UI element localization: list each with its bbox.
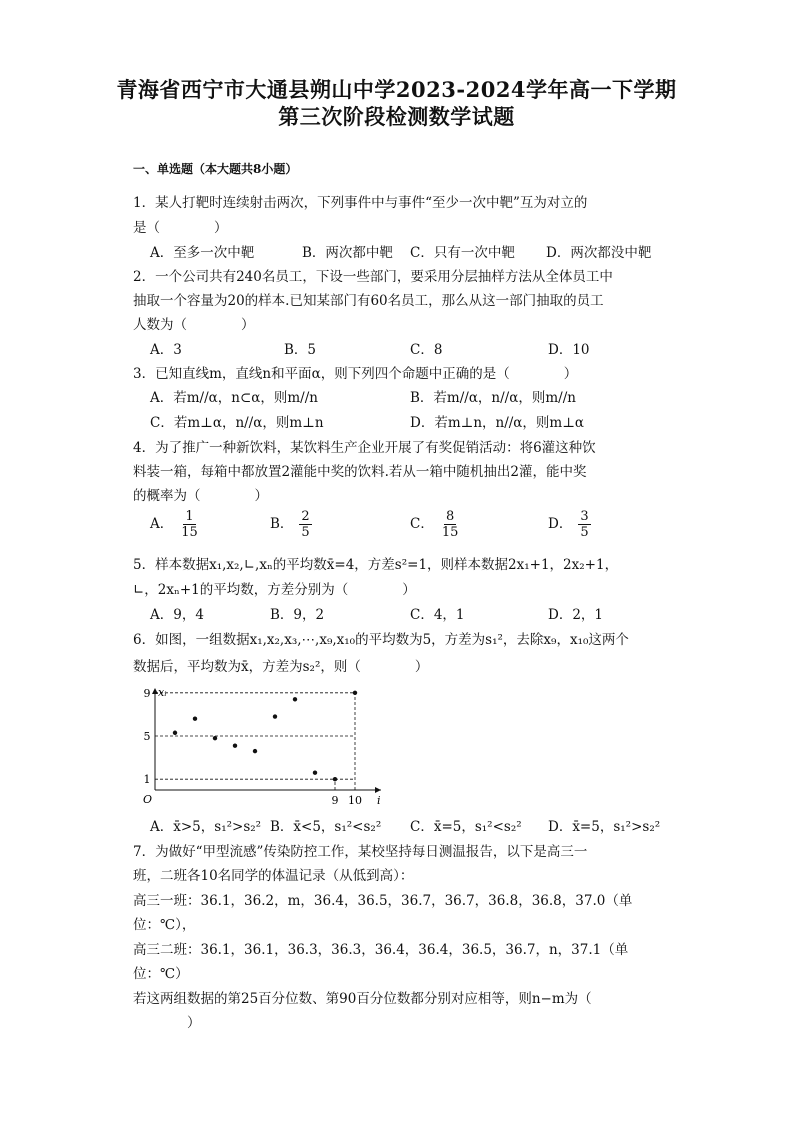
q3-option-b: B．若m//α，n//α，则m//n xyxy=(410,390,576,406)
q4-option-a xyxy=(150,509,200,540)
q4-option-c-label: C． xyxy=(410,516,434,532)
q5-stem-line1: 5．样本数据x₁,x₂,∟,xₙ的平均数x̄=4，方差s²=1，则样本数据2x₁+1，2x₂+1， xyxy=(133,557,619,573)
q4-stem-line1: 4．为了推广一种新饮料，某饮料生产企业开展了有奖促销活动：将6灌这种饮 xyxy=(133,440,596,456)
q2-stem-line3: 人数为（ ） xyxy=(133,317,255,333)
x-axis-arrow xyxy=(375,787,381,793)
q5-option-c: C．4，1 xyxy=(410,607,465,623)
data-point-6 xyxy=(273,714,277,718)
q4-option-c-numerator: 8 xyxy=(445,509,455,524)
q4-option-d-label: D． xyxy=(548,516,573,532)
q2-stem-line2: 抽取一个容量为20的样本.已知某部门有60名员工，那么从这一部门抽取的员工 xyxy=(133,293,604,309)
q5-option-b: B．9，2 xyxy=(270,607,325,623)
q7-stem-line1: 7．为做好“甲型流感”传染防控工作，某校坚持每日测温报告，以下是高三一 xyxy=(133,844,588,860)
q2-stem-line1: 2．一个公司共有240名员工，下设一些部门，要采用分层抽样方法从全体员工中 xyxy=(133,269,613,285)
q4-option-a-numerator: 1 xyxy=(185,509,194,524)
exam-title-line1: 青海省西宁市大通县朔山中学2023-2024学年高一下学期 xyxy=(116,77,677,102)
q4-option-d-denominator: 5 xyxy=(580,525,589,540)
q7-stem-line5: 高三二班：36.1，36.1，36.3，36.3，36.4，36.4，36.5，36.7，n，37.1（单 xyxy=(133,942,629,958)
q4-option-d-fraction xyxy=(578,509,590,540)
data-point-4 xyxy=(233,744,237,748)
data-point-10 xyxy=(353,691,357,695)
q5-stem-line2: ∟，2xₙ+1的平均数，方差分别为（ ） xyxy=(133,582,416,598)
q5-option-a: A．9，4 xyxy=(150,607,204,623)
q6-option-b: B．x̄<5，s₁²<s₂² xyxy=(270,819,382,835)
data-point-7 xyxy=(293,697,297,701)
data-point-9 xyxy=(333,777,337,781)
data-point-1 xyxy=(173,731,177,735)
q1-option-d: D．两次都没中靶 xyxy=(546,245,652,261)
q3-option-a: A．若m//α，n⊂α，则m//n xyxy=(150,390,318,406)
origin-label: O xyxy=(143,793,153,806)
q4-option-a-denominator: 15 xyxy=(181,525,198,540)
q3-option-d: D．若m⊥n，n//α，则m⊥α xyxy=(410,415,585,431)
q7-stem-line6: 位：℃） xyxy=(133,966,189,982)
x-tick-label-9: 9 xyxy=(331,794,339,807)
data-point-2 xyxy=(193,717,197,721)
data-point-3 xyxy=(213,736,217,740)
data-point-5 xyxy=(253,749,257,753)
q2-option-d: D．10 xyxy=(548,342,590,358)
q4-option-c-fraction xyxy=(440,509,461,540)
q6-option-d: D．x̄=5，s₁²>s₂² xyxy=(548,819,661,835)
q1-option-a: A．至多一次中靶 xyxy=(150,245,255,261)
q4-stem-line3: 的概率为（ ） xyxy=(133,488,268,504)
q2-option-c: C．8 xyxy=(410,342,443,358)
scatter-plot xyxy=(130,682,380,807)
q1-option-b: B．两次都中靶 xyxy=(302,245,393,261)
q4-option-b xyxy=(270,509,312,540)
q7-stem-line4: 位：℃）， xyxy=(133,917,196,933)
data-point-8 xyxy=(313,771,317,775)
q2-option-b: B．5 xyxy=(284,342,317,358)
q4-option-c xyxy=(410,509,460,540)
q4-option-b-numerator: 2 xyxy=(301,509,310,524)
exam-title-line2: 第三次阶段检测数学试题 xyxy=(278,104,515,129)
q7-stem-line2: 班，二班各10名同学的体温记录（从低到高）： xyxy=(133,868,414,884)
q4-option-a-fraction xyxy=(179,509,200,540)
x-tick-label-10: 10 xyxy=(348,794,362,807)
q4-option-d-numerator: 3 xyxy=(580,509,589,524)
y-axis-label: xᵢ xyxy=(158,686,167,699)
q4-option-b-label: B． xyxy=(270,516,294,532)
y-tick-label-5: 5 xyxy=(143,730,151,743)
q6-option-a: A．x̄>5，s₁²>s₂² xyxy=(150,819,262,835)
q4-option-d xyxy=(548,509,591,540)
q4-option-b-denominator: 5 xyxy=(301,525,310,540)
q4-stem-line2: 料装一箱，每箱中都放置2灌能中奖的饮料.若从一箱中随机抽出2灌，能中奖 xyxy=(133,464,587,480)
q4-option-a-label: A． xyxy=(150,516,174,532)
q2-option-a: A．3 xyxy=(150,342,182,358)
q6-option-c: C．x̄=5，s₁²<s₂² xyxy=(410,819,522,835)
q1-option-c: C．只有一次中靶 xyxy=(410,245,515,261)
q1-stem-line2: 是（ ） xyxy=(133,220,228,236)
q7-stem-line3: 高三一班：36.1，36.2，m，36.4，36.5，36.7，36.7，36.8，36.8，37.0（单 xyxy=(133,893,633,909)
q4-option-c-denominator: 15 xyxy=(441,525,459,540)
q4-option-b-fraction xyxy=(299,509,311,540)
q7-stem-line7: 若这两组数据的第25百分位数、第90百分位数都分别对应相等，则n−m为（ xyxy=(133,991,592,1007)
y-tick-label-1: 1 xyxy=(143,773,151,787)
q5-option-d: D．2，1 xyxy=(548,607,604,623)
q3-option-c: C．若m⊥α，n//α，则m⊥n xyxy=(150,415,324,431)
q6-stem-line2: 数据后，平均数为x̄，方差为s₂²，则（ ） xyxy=(133,659,429,675)
section-heading: 一、单选题（本大题共8小题） xyxy=(133,162,298,176)
x-axis-label: i xyxy=(377,794,381,807)
q7-stem-line8: ） xyxy=(133,1015,201,1031)
q3-stem-line1: 3．已知直线m，直线n和平面α，则下列四个命题中正确的是（ ） xyxy=(133,366,578,382)
y-tick-label-9: 9 xyxy=(143,686,151,700)
q1-stem-line1: 1．某人打靶时连续射击两次，下列事件中与事件“至少一次中靶”互为对立的 xyxy=(133,195,588,211)
q6-stem-line1: 6．如图，一组数据x₁,x₂,x₃,⋯,x₉,x₁₀的平均数为5，方差为s₁²，去除x₉，x₁₀这两个 xyxy=(133,632,629,648)
